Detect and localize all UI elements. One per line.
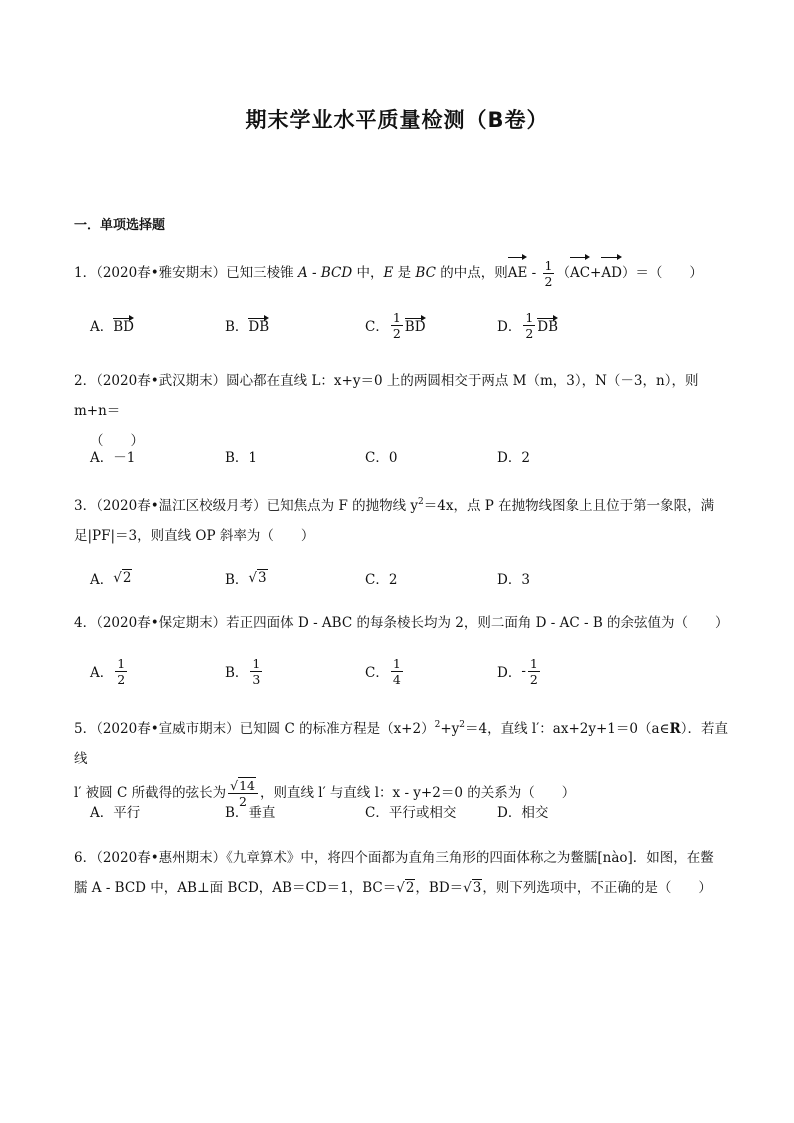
answer-blank: （ ） — [90, 433, 144, 449]
numerator — [228, 778, 258, 794]
denominator: 2 — [529, 671, 538, 687]
vector-db: DB — [248, 315, 269, 335]
fraction — [250, 656, 262, 687]
text-segment: 3．（2020春•温江区校级月考）已知焦点为 F 的抛物线 y — [74, 498, 419, 514]
option-label: C． — [365, 319, 389, 335]
math-term: BC — [411, 265, 441, 281]
radicand: 2 — [405, 880, 415, 896]
question-text: 4．（2020春•保定期末）若正四面体 D - ABC 的每条棱长均为 2，则二面角 D - AC - B 的余弦值为（ ） — [74, 615, 729, 631]
radicand: 3 — [472, 880, 482, 896]
numerator: 1 — [529, 655, 538, 671]
denominator: 4 — [392, 671, 401, 687]
fraction — [523, 310, 535, 341]
paren: （ — [556, 265, 570, 281]
vector-ad: AD — [601, 254, 622, 288]
option-d[interactable]: D．3 — [497, 572, 530, 588]
exponent: 2 — [434, 720, 441, 730]
q2-options — [90, 441, 730, 471]
option-b[interactable] — [225, 310, 269, 340]
option-b[interactable] — [225, 656, 264, 686]
fraction — [391, 656, 403, 687]
sqrt-icon: √3 — [248, 570, 267, 586]
option-b[interactable]: B．垂直 — [225, 805, 276, 821]
option-c[interactable]: C．平行或相交 — [365, 805, 457, 821]
option-label: A． — [90, 665, 114, 681]
q1-options — [90, 310, 730, 340]
option-a[interactable] — [90, 656, 129, 686]
sqrt-icon: √3 — [463, 880, 482, 896]
text-segment: ＝4x，点 P 在抛物线图象上且位于第一象限，满 — [423, 498, 715, 514]
vector-ae: AE — [508, 254, 528, 288]
text-segment: 臑 A - BCD 中，AB⊥面 BCD，AB＝CD＝1，BC＝ — [74, 880, 397, 896]
page-title: 期末学业水平质量检测（B卷） — [245, 108, 549, 132]
denominator: 2 — [392, 325, 401, 341]
operator: + — [590, 265, 602, 281]
question-text — [74, 873, 730, 903]
question-text — [74, 710, 730, 774]
text-segment: ）．若直线 — [74, 721, 728, 767]
sqrt-icon: √14 — [230, 778, 255, 793]
fraction — [528, 656, 540, 687]
exponent: 2 — [418, 497, 424, 507]
radicand: 14 — [239, 778, 255, 793]
denominator: 2 — [239, 794, 247, 809]
question-text: 足|PF|＝3，则直线 OP 斜率为（ ） — [74, 528, 315, 544]
text-segment: +y — [440, 721, 460, 737]
operator: - — [527, 265, 541, 281]
fraction — [391, 310, 403, 341]
question-4 — [74, 608, 730, 638]
fraction — [115, 656, 127, 687]
section-heading: 一．单项选择题 — [74, 218, 166, 233]
question-text: 中， — [356, 265, 384, 281]
option-a[interactable]: A．平行 — [90, 805, 141, 821]
vector-bd: BD — [113, 315, 134, 335]
denominator: 2 — [525, 325, 534, 341]
text-segment: ，则下列选项中，不正确的是（ ） — [482, 880, 712, 896]
numerator: 1 — [392, 655, 401, 671]
option-label: B． — [225, 665, 249, 681]
math-term: E — [383, 265, 398, 281]
option-c[interactable] — [365, 656, 405, 686]
question-text: 是 — [397, 265, 412, 281]
question-text: 6．（2020春•惠州期末）《九章算术》中，将四个面都为直角三角形的四面体称之为鳖臑[nào]．如图，在鳖 — [74, 850, 714, 866]
denominator: 2 — [117, 671, 126, 687]
question-3 — [74, 487, 730, 551]
option-b[interactable] — [225, 563, 268, 593]
vector-bd: BD — [405, 315, 426, 335]
option-b[interactable]: B．1 — [225, 450, 258, 466]
question-6 — [74, 843, 730, 903]
option-d[interactable]: D．2 — [497, 450, 530, 466]
option-label: A． — [90, 319, 114, 335]
option-label: B． — [225, 319, 249, 335]
denominator: 3 — [252, 671, 261, 687]
question-number: 1． — [74, 265, 97, 281]
option-a[interactable] — [90, 563, 132, 593]
question-text: 已知三棱锥 — [226, 265, 294, 281]
numerator: 1 — [525, 309, 534, 325]
q4-options — [90, 656, 730, 686]
option-a[interactable]: A．－1 — [90, 450, 136, 466]
sqrt-icon: √2 — [396, 880, 415, 896]
question-1 — [74, 254, 730, 289]
question-text: 2．（2020春•武汉期末）圆心都在直线 L：x+y＝0 上的两圆相交于两点 M（m，3），N（－3，n），则 m+n＝ — [74, 373, 699, 419]
option-label: B． — [225, 572, 249, 588]
text-segment: ＝4，直线 l′：ax+2y+1＝0（a∈ — [465, 721, 670, 737]
option-a[interactable] — [90, 310, 134, 340]
text-segment: ，BD＝ — [415, 880, 464, 896]
real-numbers-symbol: R — [669, 721, 681, 737]
option-label: C． — [365, 665, 389, 681]
text-segment: 5．（2020春•宣威市期末）已知圆 C 的标准方程是（x+2） — [74, 721, 435, 737]
denominator: 2 — [544, 274, 553, 289]
sqrt-icon: √2 — [113, 570, 132, 586]
option-label: A． — [90, 572, 114, 588]
question-text: 的中点，则 — [440, 265, 508, 281]
option-d[interactable] — [497, 310, 558, 340]
radicand: 2 — [122, 570, 132, 586]
option-c[interactable]: C．0 — [365, 450, 398, 466]
option-d[interactable] — [497, 656, 542, 686]
option-d[interactable]: D．相交 — [497, 805, 549, 821]
answer-blank: ）＝（ ） — [621, 265, 703, 281]
radicand: 3 — [258, 570, 267, 586]
numerator: 1 — [117, 655, 126, 671]
question-text — [74, 487, 730, 521]
q5-options — [90, 796, 730, 826]
minus-sign: - — [521, 663, 526, 679]
option-label: D． — [497, 319, 522, 335]
vector-ac: AC — [570, 254, 590, 288]
option-c[interactable]: C．2 — [365, 572, 398, 588]
option-label: D． — [497, 665, 522, 681]
vector-db: DB — [537, 315, 558, 335]
q3-options — [90, 563, 730, 593]
math-term: A - BCD — [293, 265, 357, 281]
question-5 — [74, 710, 730, 809]
text-segment: l′ 被圆 C 所截得的弦长为 — [74, 785, 227, 801]
numerator: 1 — [252, 655, 261, 671]
numerator: 1 — [392, 309, 401, 325]
question-source: （2020春•雅安期末） — [96, 265, 227, 281]
option-c[interactable] — [365, 310, 426, 340]
exponent: 2 — [459, 720, 466, 730]
fraction-half — [543, 258, 555, 289]
text-segment: ，则直线 l′ 与直线 l：x - y+2＝0 的关系为（ ） — [259, 785, 576, 801]
numerator: 1 — [544, 258, 553, 273]
